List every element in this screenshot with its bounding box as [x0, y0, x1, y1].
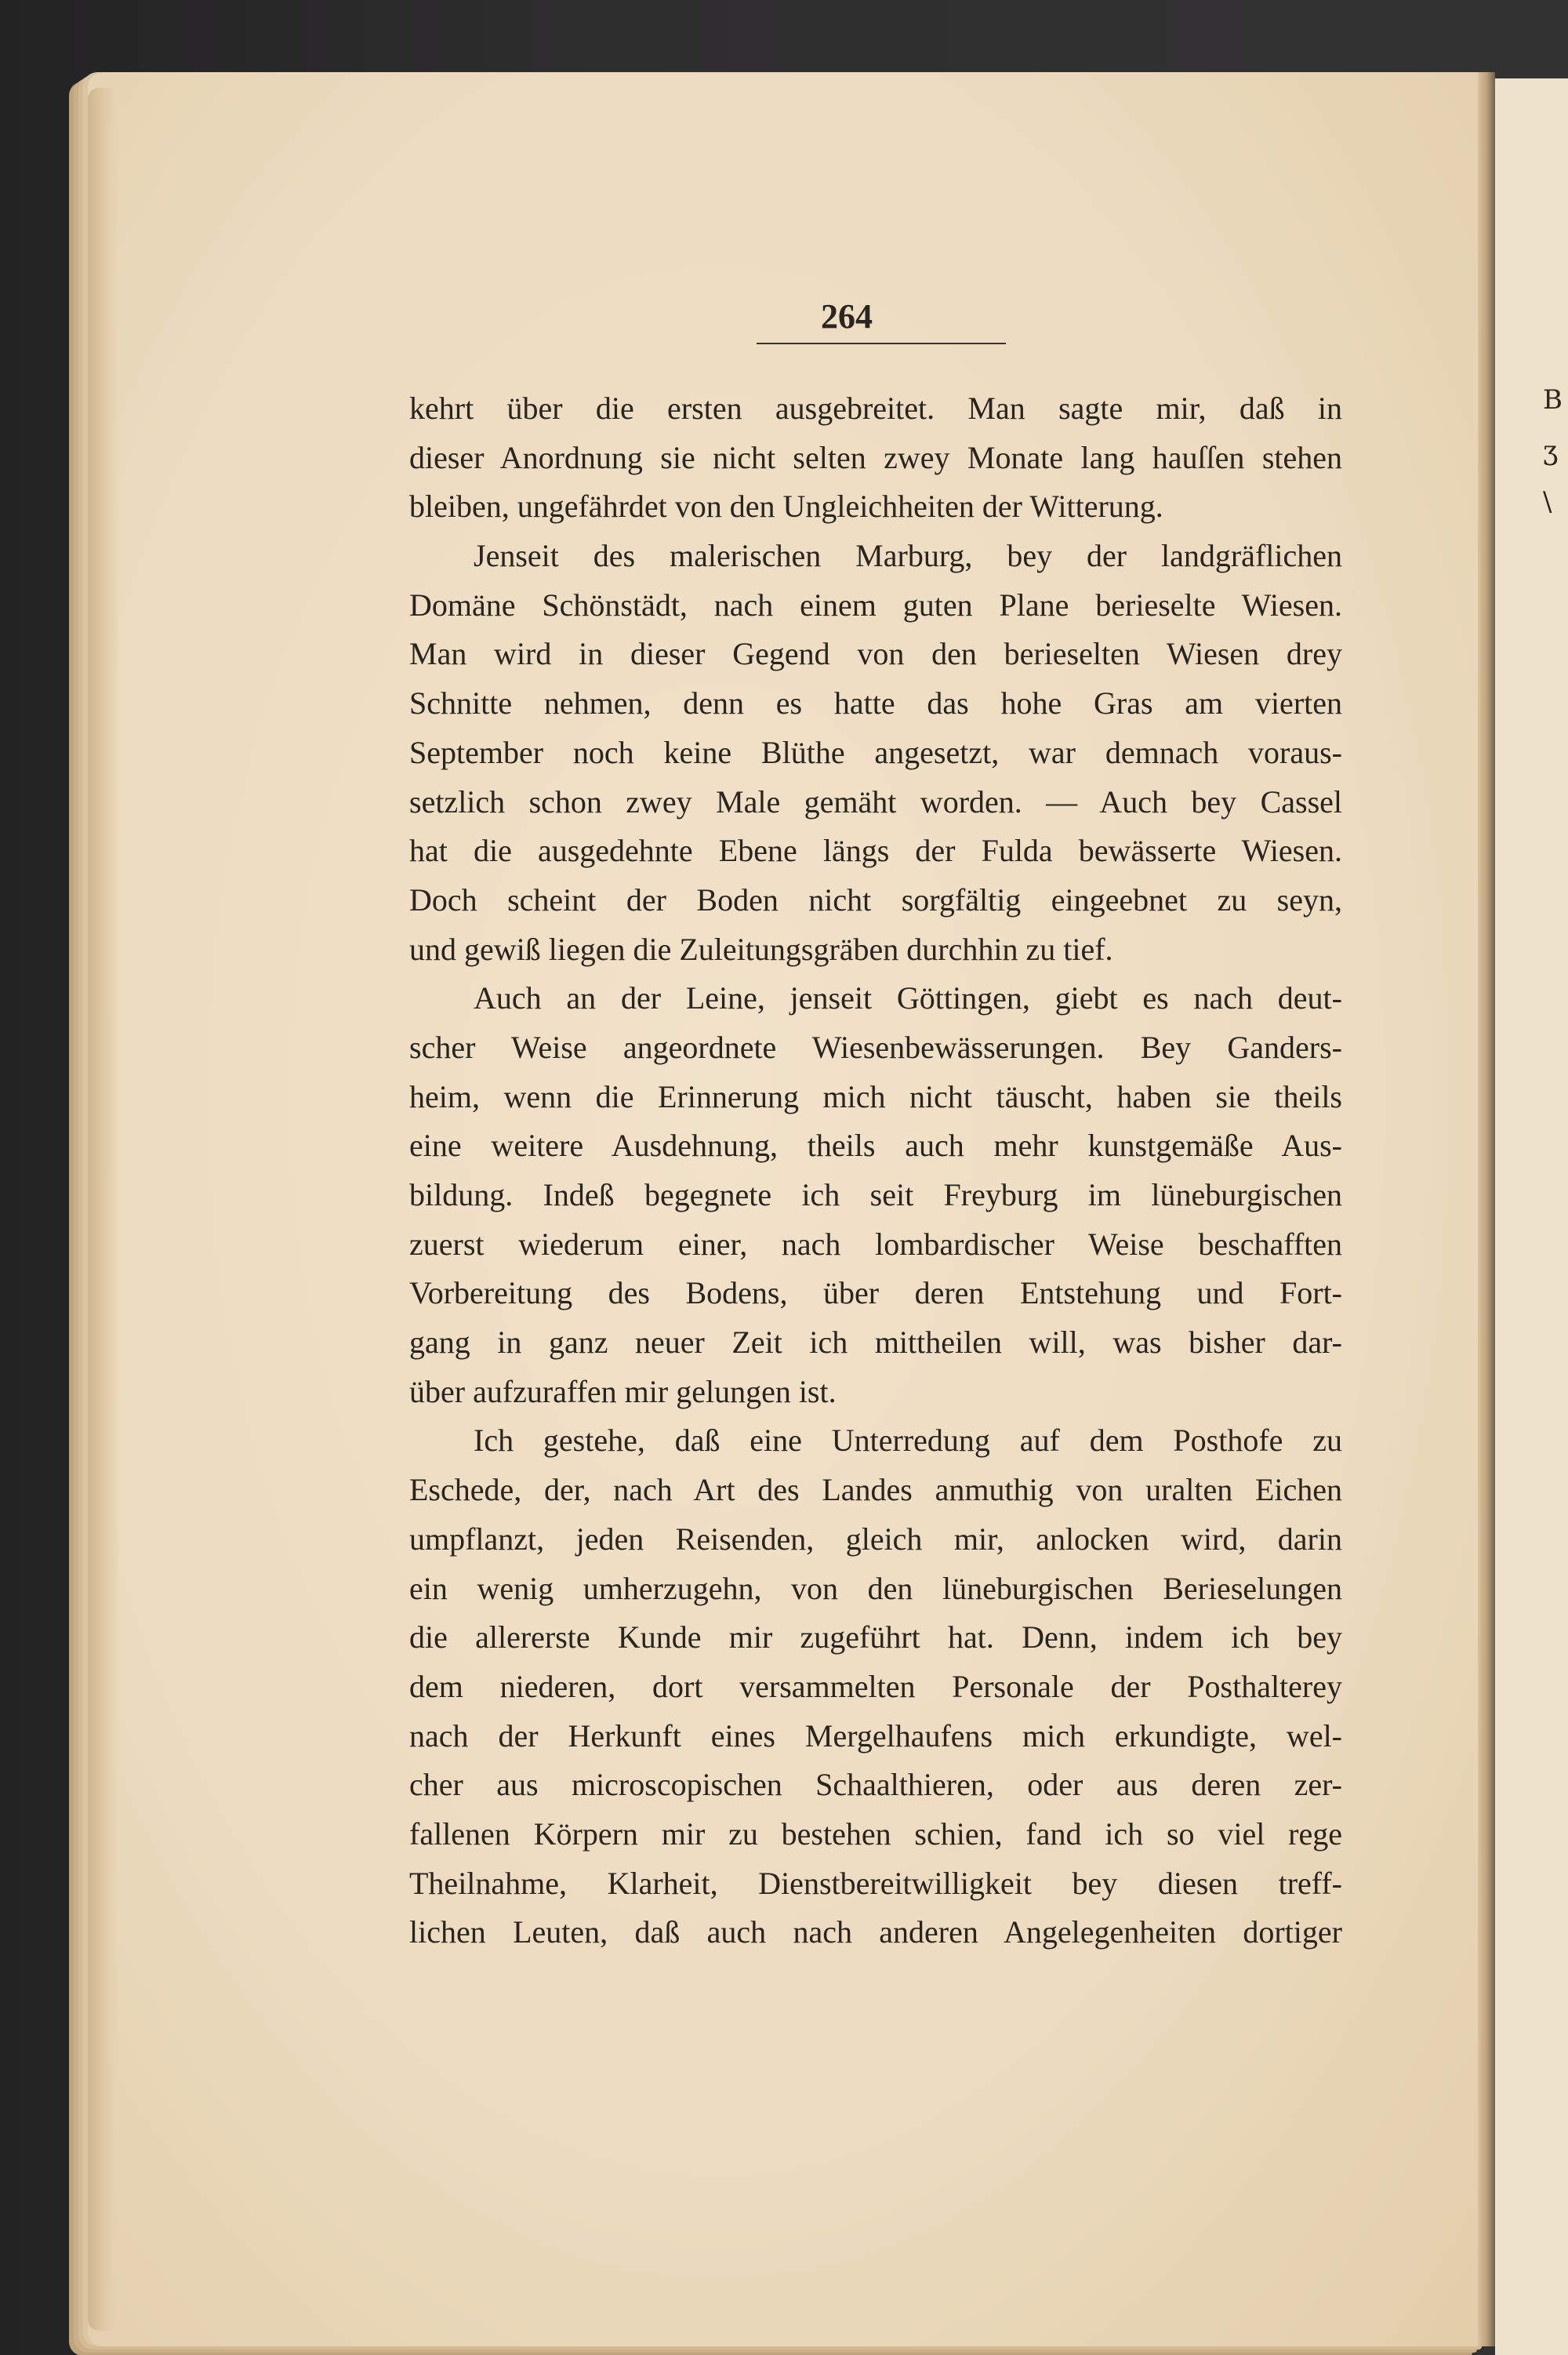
text-line: über aufzuraffen mir gelungen ist. [409, 1373, 837, 1409]
facing-page-letter: ʒ [1543, 435, 1559, 467]
text-line: fallenen Körpern mir zu bestehen schien, fand ich so viel rege [409, 1815, 1342, 1852]
text-line: kehrt über die ersten ausgebreitet. Man sagte mir, daß in [409, 391, 1342, 426]
page-number: 264 [821, 297, 873, 336]
facing-page [1495, 78, 1568, 2355]
text-line: Theilnahme, Klarheit, Dienstbereitwilligkeit bey diesen treff- [409, 1865, 1342, 1901]
text-line: dem niederen, dort versammelten Personale der Posthalterey [409, 1668, 1342, 1704]
body-text [409, 384, 1342, 1957]
text-line: September noch keine Blüthe angesetzt, war demnach voraus- [409, 734, 1342, 770]
facing-page-letter: \ [1543, 486, 1552, 518]
text-line: zuerst wiederum einer, nach lombardischer Weise beschafften [409, 1226, 1342, 1262]
text-line: cher aus microscopischen Schaalthieren, oder aus deren zer- [409, 1767, 1342, 1803]
text-line: eine weitere Ausdehnung, theils auch mehr kunstgemäße Aus- [409, 1128, 1342, 1164]
text-line: Domäne Schönstädt, nach einem guten Plane berieselte Wiesen. [409, 587, 1342, 623]
book-gutter [1478, 72, 1495, 2346]
text-line: dieser Anordnung sie nicht selten zwey Monate lang hauſſen stehen [409, 439, 1342, 475]
text-line: setzlich schon zwey Male gemäht worden. — Auch bey Cassel [409, 783, 1342, 820]
text-line: bildung. Indeß begegnete ich seit Freyburg im lüneburgischen [409, 1177, 1342, 1212]
page-edges [88, 88, 119, 2331]
text-line: Jenseit des malerischen Marburg, bey der landgräflichen [474, 538, 1342, 574]
text-line: die allererste Kunde mir zugeführt hat. Denn, indem ich bey [409, 1619, 1342, 1655]
text-line: heim, wenn die Erinnerung mich nicht täuscht, haben sie theils [409, 1078, 1342, 1114]
text-line: Eschede, der, nach Art des Landes anmuthig von uralten Eichen [409, 1472, 1342, 1508]
text-line: scher Weise angeordnete Wiesenbewässerungen. Bey Ganders- [409, 1029, 1342, 1065]
text-line: Doch scheint der Boden nicht sorgfältig eingeebnet zu seyn, [409, 881, 1342, 918]
text-line: und gewiß liegen die Zuleitungsgräben durchhin zu tief. [409, 931, 1113, 967]
text-line: ein wenig umherzugehn, von den lüneburgischen Berieselungen [409, 1570, 1342, 1606]
text-line: umpflanzt, jeden Reisenden, gleich mir, anlocken wird, darin [409, 1521, 1342, 1557]
facing-page-letter: B [1543, 384, 1563, 416]
text-line: Schnitte nehmen, denn es hatte das hohe Gras am vierten [409, 685, 1342, 721]
header-rule [757, 343, 1006, 344]
text-line: hat die ausgedehnte Ebene längs der Fulda bewässerte Wiesen. [409, 833, 1342, 869]
text-line: Auch an der Leine, jenseit Göttingen, giebt es nach deut- [474, 980, 1342, 1016]
text-line: nach der Herkunft eines Mergelhaufens mich erkundigte, wel- [409, 1717, 1342, 1754]
text-line: gang in ganz neuer Zeit ich mittheilen will, was bisher dar- [409, 1325, 1342, 1361]
text-line: lichen Leuten, daß auch nach anderen Angelegenheiten dortiger [409, 1914, 1342, 1950]
text-line: bleiben, ungefährdet von den Ungleichheiten der Witterung. [409, 489, 1163, 525]
text-line: Vorbereitung des Bodens, über deren Entstehung und Fort- [409, 1275, 1342, 1311]
text-line: Man wird in dieser Gegend von den berieselten Wiesen drey [409, 636, 1342, 672]
text-line: Ich gestehe, daß eine Unterredung auf dem Posthofe zu [474, 1423, 1342, 1459]
